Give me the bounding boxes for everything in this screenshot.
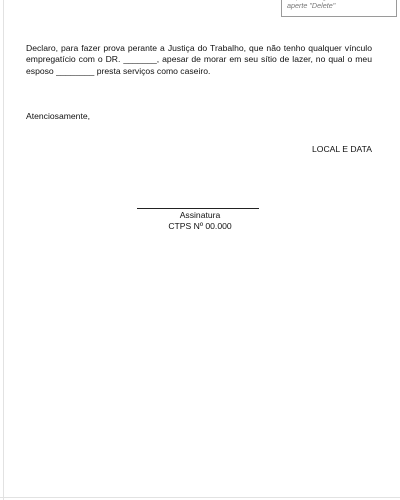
closing-salutation: Atenciosamente, bbox=[26, 111, 91, 121]
page-left-border bbox=[3, 0, 4, 500]
instruction-note-box bbox=[281, 0, 397, 17]
signature-line bbox=[137, 208, 259, 209]
instruction-note-text: aperte "Delete" bbox=[287, 1, 336, 10]
signature-label: Assinatura bbox=[179, 210, 221, 220]
ctps-number: CTPS Nº 00.000 bbox=[168, 221, 232, 231]
local-and-date: LOCAL E DATA bbox=[311, 144, 372, 154]
declaration-paragraph: Declaro, para fazer prova perante a Justiça do Trabalho, que não tenho qualquer vínculo empregatício com o DR. _______, apesar de morar em seu sítio de lazer, no qual o meu esposo ________ presta serviços como caseiro. bbox=[26, 43, 372, 76]
page-bottom-border bbox=[0, 497, 400, 498]
